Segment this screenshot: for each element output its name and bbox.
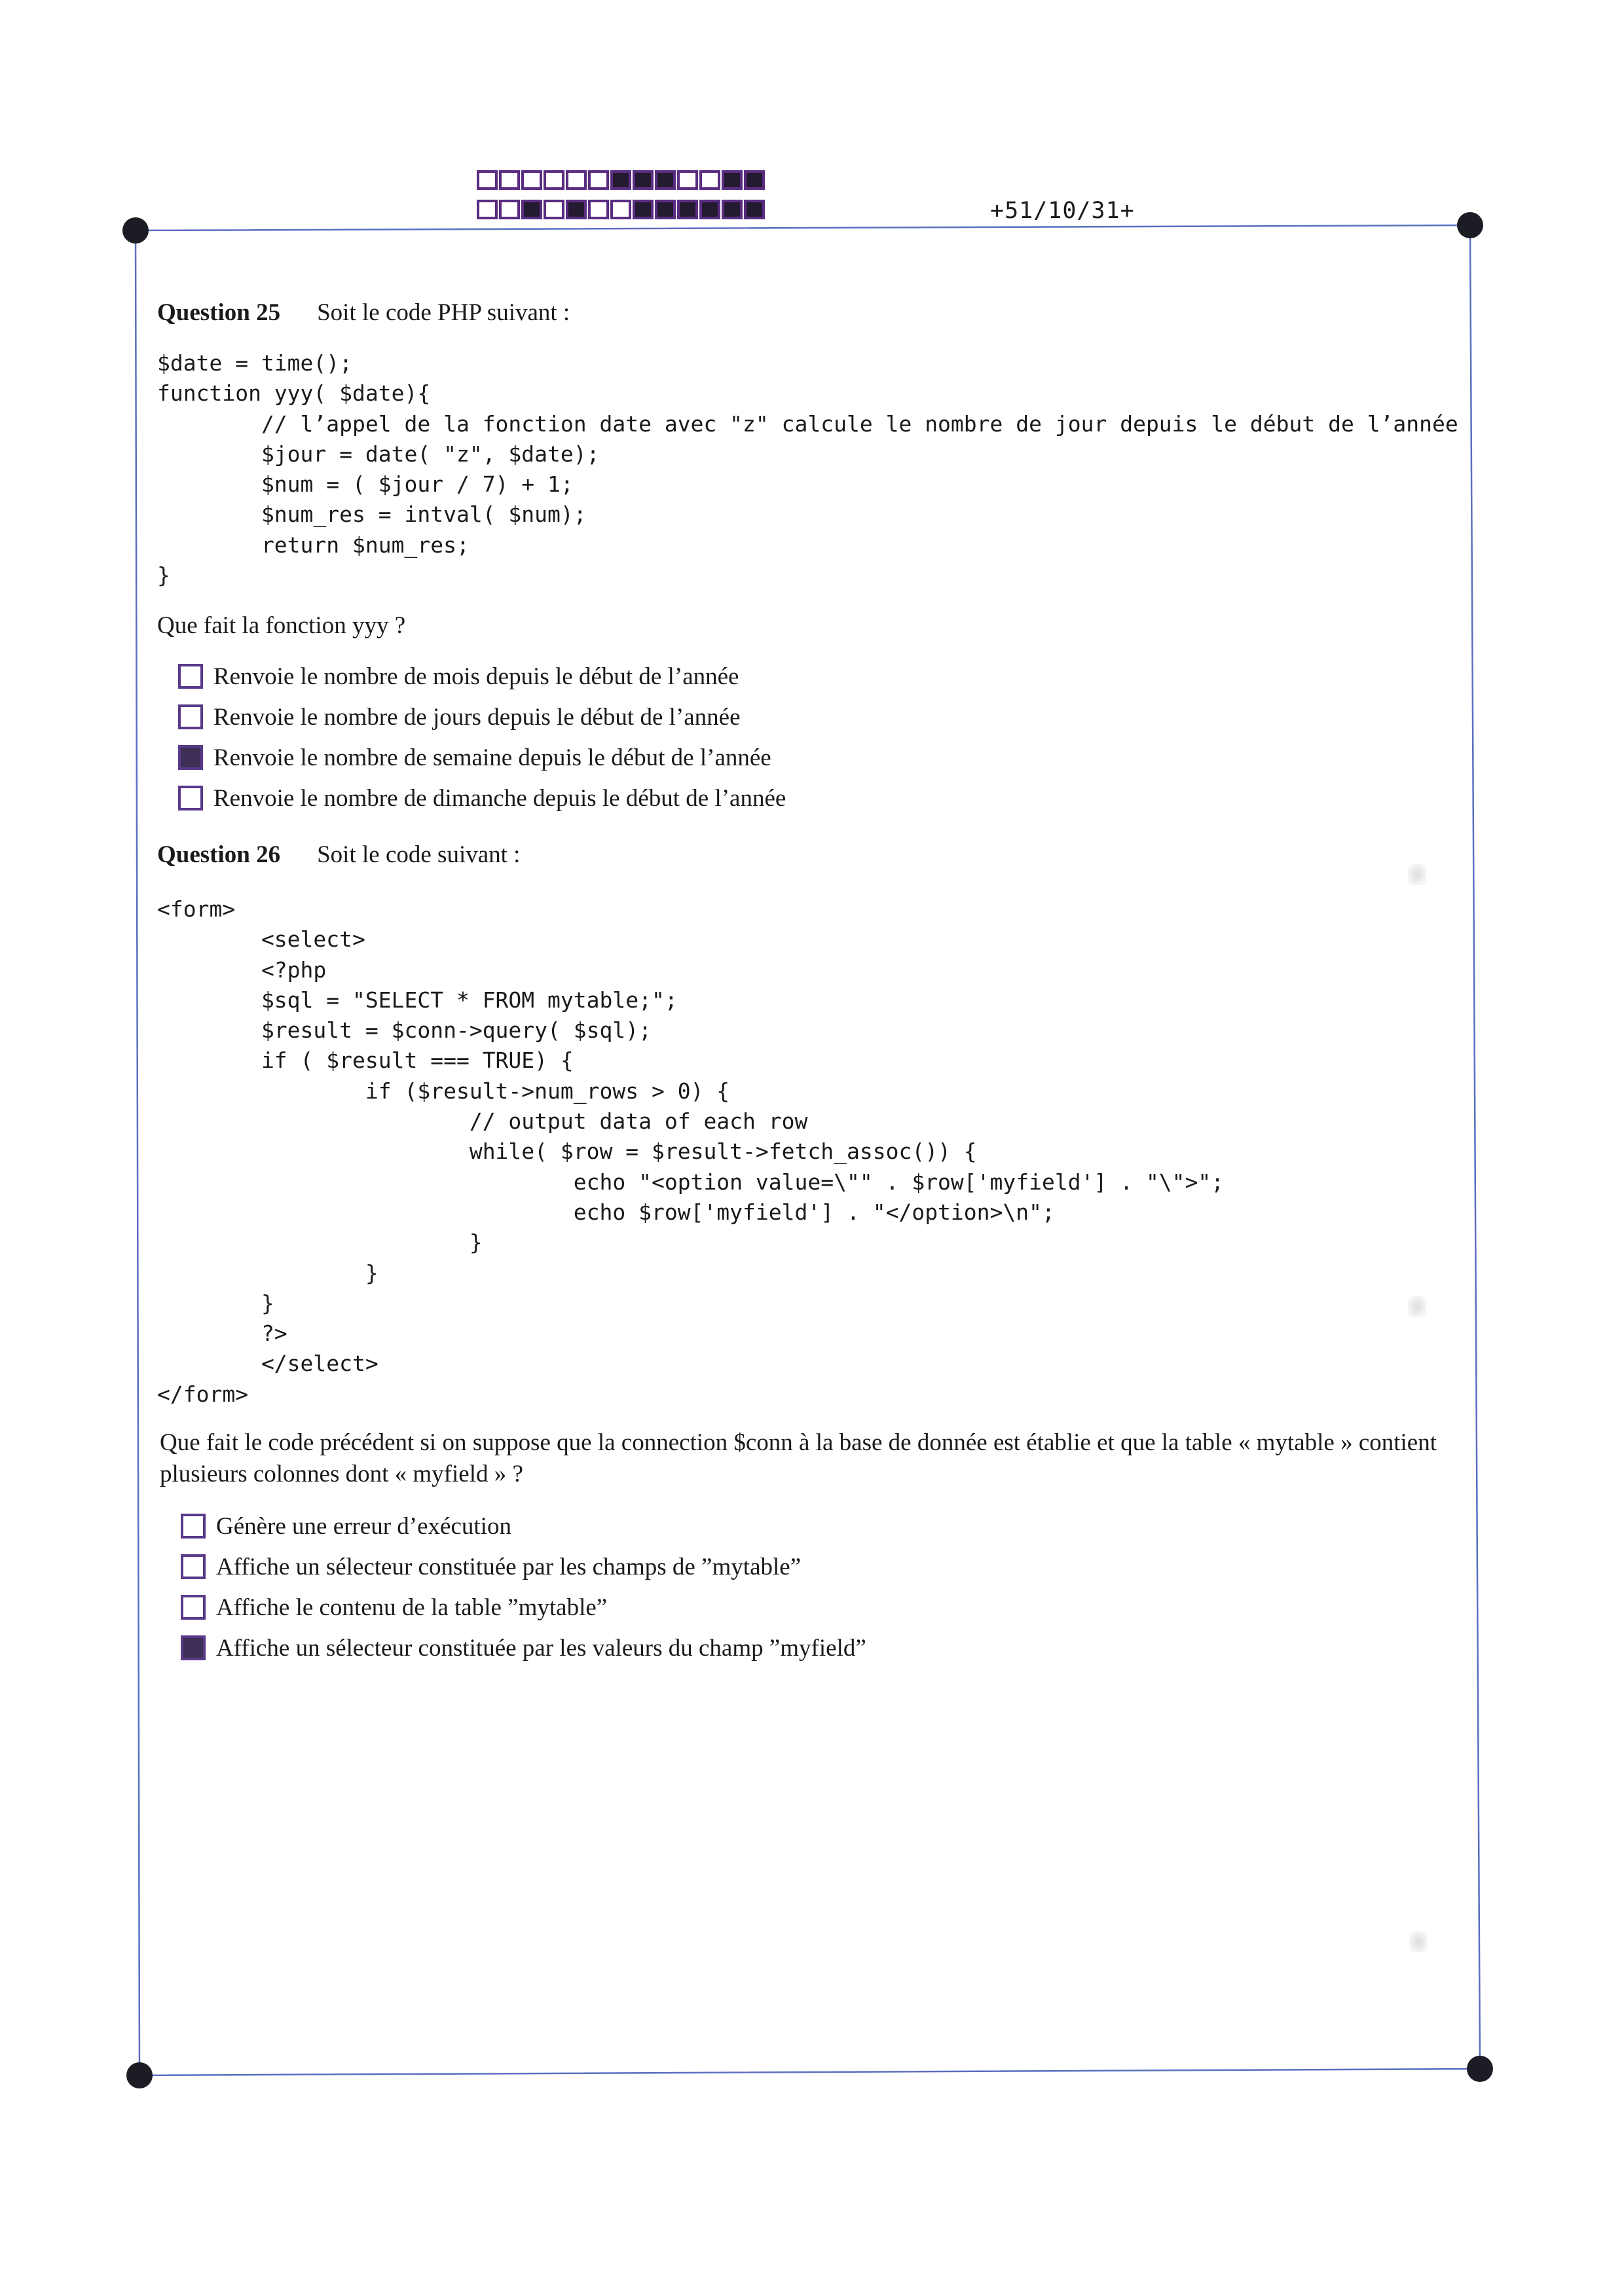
barcode-cell (499, 200, 520, 219)
barcode-cell (744, 200, 765, 219)
barcode-cell (655, 170, 676, 190)
code-line: } (157, 1290, 274, 1316)
answer-option[interactable] (178, 737, 786, 778)
answer-checkbox[interactable] (178, 664, 203, 689)
code-line: // output data of each row (157, 1108, 808, 1135)
code-line: if ( $result === TRUE) { (157, 1048, 574, 1074)
code-line: // l’appel de la fonction date avec "z" calcule le nombre de jour depuis le début de l’année (157, 410, 1458, 437)
question-intro: Soit le code suivant : (317, 841, 521, 868)
question-prompt: Que fait la fonction yyy ? (157, 612, 406, 639)
barcode-cell (699, 170, 720, 190)
answer-label: Renvoie le nombre de mois depuis le début de l’année (213, 663, 739, 690)
page-code: +51/10/31+ (990, 198, 1135, 224)
question-title (157, 841, 520, 869)
code-line: $jour = date( "z", $date); (157, 441, 600, 467)
answer-checkbox[interactable] (178, 745, 203, 770)
question-number: Question 26 (157, 841, 281, 868)
scan-smudge (1408, 864, 1426, 885)
barcode-cell (610, 200, 631, 219)
barcode-cell (610, 170, 631, 190)
barcode-row-1 (477, 170, 765, 190)
answer-checkbox[interactable] (181, 1635, 206, 1660)
barcode-cell (521, 200, 542, 219)
barcode-cell (655, 200, 676, 219)
barcode-cell (566, 170, 587, 190)
answer-list (181, 1506, 866, 1668)
scan-smudge (1408, 1296, 1426, 1317)
question-prompt: Que fait le code précédent si on suppose que la connection $conn à la base de donnée est établie et que la table « mytable » contient plusieurs colonnes dont « myfield » ? (160, 1429, 1437, 1487)
answer-option[interactable] (181, 1506, 866, 1546)
code-line: if ($result->num_rows > 0) { (157, 1078, 730, 1104)
answer-checkbox[interactable] (181, 1514, 206, 1539)
barcode-cell (677, 200, 698, 219)
code-line: <form> (157, 896, 236, 922)
code-line: return $num_res; (157, 532, 470, 558)
barcode-cell (699, 200, 720, 219)
code-line: while( $row = $result->fetch_assoc()) { (157, 1139, 977, 1165)
registration-mark-top-right (1457, 212, 1483, 238)
answer-label: Affiche un sélecteur constituée par les champs de ”mytable” (216, 1553, 802, 1580)
code-line: $num = ( $jour / 7) + 1; (157, 471, 574, 498)
answer-checkbox[interactable] (178, 786, 203, 811)
barcode-cell (566, 200, 587, 219)
barcode-cell (588, 200, 609, 219)
answer-checkbox[interactable] (181, 1595, 206, 1620)
answer-label: Affiche un sélecteur constituée par les valeurs du champ ”myfield” (216, 1634, 866, 1662)
scan-smudge (1409, 1931, 1428, 1952)
barcode-cell (633, 170, 654, 190)
answer-label: Génère une erreur d’exécution (216, 1512, 511, 1540)
code-line: } (157, 562, 170, 589)
code-line: function yyy( $date){ (157, 380, 431, 407)
answer-option[interactable] (178, 778, 786, 818)
code-line: <select> (157, 926, 365, 953)
barcode-cell (677, 170, 698, 190)
registration-mark-bottom-right (1467, 2056, 1493, 2082)
code-line: } (157, 1260, 378, 1286)
code-line: echo $row['myfield'] . "</option>\n"; (157, 1199, 1055, 1225)
barcode-cell (544, 170, 564, 190)
answer-label: Affiche le contenu de la table ”mytable” (216, 1594, 608, 1621)
registration-mark-top-left (122, 217, 149, 244)
answer-option[interactable] (181, 1546, 866, 1587)
registration-mark-bottom-left (126, 2062, 153, 2088)
answer-option[interactable] (178, 697, 786, 737)
code-block (157, 348, 1458, 591)
code-line: $sql = "SELECT * FROM mytable;"; (157, 987, 678, 1013)
question-number: Question 25 (157, 299, 281, 326)
answer-list (178, 656, 786, 818)
barcode-cell (744, 170, 765, 190)
barcode-cell (521, 170, 542, 190)
barcode-cell (722, 170, 743, 190)
barcode-row-2 (477, 200, 765, 219)
barcode-cell (544, 200, 564, 219)
answer-option[interactable] (181, 1628, 866, 1668)
answer-label: Renvoie le nombre de dimanche depuis le début de l’année (213, 784, 786, 812)
answer-label: Renvoie le nombre de jours depuis le début de l’année (213, 703, 741, 731)
question-title (157, 299, 570, 327)
barcode-cell (633, 200, 654, 219)
answer-checkbox[interactable] (178, 704, 203, 729)
question-intro: Soit le code PHP suivant : (317, 299, 570, 326)
code-line: ?> (157, 1321, 287, 1347)
barcode-cell (477, 200, 498, 219)
code-line: </select> (157, 1351, 378, 1377)
answer-checkbox[interactable] (181, 1554, 206, 1579)
answer-label: Renvoie le nombre de semaine depuis le début de l’année (213, 744, 771, 771)
barcode-cell (722, 200, 743, 219)
code-line: <?php (157, 957, 327, 983)
barcode-cell (588, 170, 609, 190)
code-block (157, 894, 1224, 1410)
code-line: $num_res = intval( $num); (157, 501, 587, 528)
barcode-cell (477, 170, 498, 190)
barcode-cell (499, 170, 520, 190)
code-line: echo "<option value=\"" . $row['myfield'] . "\">"; (157, 1169, 1225, 1195)
answer-option[interactable] (181, 1587, 866, 1628)
code-line: $result = $conn->query( $sql); (157, 1017, 652, 1044)
code-line: $date = time(); (157, 350, 353, 376)
code-line: </form> (157, 1381, 249, 1407)
answer-option[interactable] (178, 656, 786, 697)
code-line: } (157, 1230, 483, 1256)
